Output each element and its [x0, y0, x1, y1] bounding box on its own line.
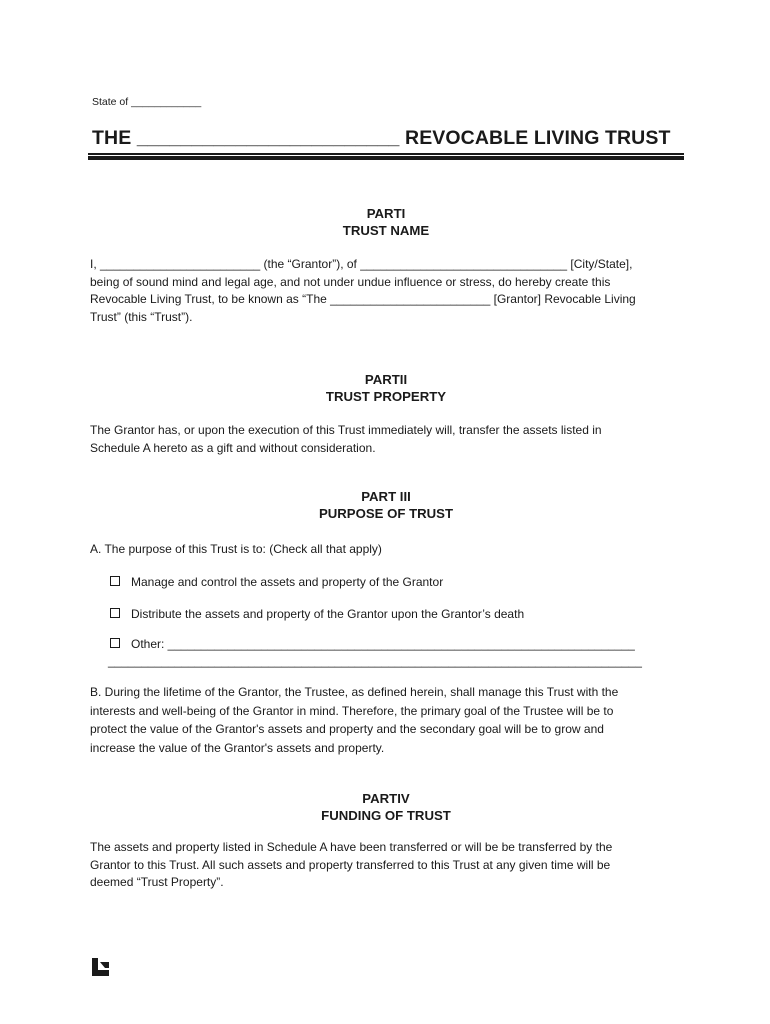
paragraph-line: being of sound mind and legal age, and not under undue influence or stress, do hereby create this	[90, 274, 611, 289]
part2-heading	[88, 371, 684, 405]
paragraph-line: Trust” (this “Trust”).	[90, 309, 193, 324]
checkbox-icon[interactable]	[110, 608, 120, 618]
paragraph-line: Revocable Living Trust, to be known as “The ________________________ [Grantor] Revocable Living	[90, 292, 636, 306]
paragraph-line: The Grantor has, or upon the execution of this Trust immediately will, transfer the assets listed in	[90, 423, 602, 437]
purpose-option-manage[interactable]	[110, 574, 443, 591]
part1-paragraph	[90, 256, 670, 326]
purpose-option-other[interactable]	[110, 636, 635, 653]
checkbox-icon[interactable]	[110, 638, 120, 648]
paragraph-line: interests and well-being of the Grantor in mind. Therefore, the primary goal of the Trustee will be to	[90, 703, 614, 718]
part3-number: PART III	[361, 489, 411, 504]
paragraph-line: B. During the lifetime of the Grantor, the Trustee, as defined herein, shall manage this Trust with the	[90, 685, 619, 699]
part2-paragraph	[90, 422, 670, 457]
purpose-intro-text: A. The purpose of this Trust is to: (Check all that apply)	[90, 542, 382, 556]
purpose-option-label: Other: ______________________________________________________________________	[131, 637, 635, 651]
other-continuation-line: ________________________________________________________________________________	[108, 654, 642, 668]
purpose-option-label: Manage and control the assets and property of the Grantor	[131, 575, 444, 589]
title-divider-thin	[88, 153, 684, 155]
paragraph-line: Grantor to this Trust. All such assets and property transferred to this Trust at any given time will be	[90, 857, 611, 872]
title-divider-thick	[88, 156, 684, 160]
part2-number: PARTII	[364, 372, 408, 387]
document-logo-icon	[92, 958, 109, 976]
part4-title: FUNDING OF TRUST	[321, 808, 451, 823]
part4-number: PARTIV	[362, 791, 410, 806]
purpose-intro	[90, 541, 670, 559]
purpose-paragraph-b	[90, 683, 670, 757]
purpose-option-distribute[interactable]	[110, 606, 524, 623]
part3-title: PURPOSE OF TRUST	[318, 506, 454, 521]
part3-heading	[88, 488, 684, 522]
paragraph-line: I, ________________________ (the “Grantor”), of _______________________________ [City/State],	[90, 257, 633, 271]
purpose-option-label: Distribute the assets and property of the Grantor upon the Grantor’s death	[131, 607, 525, 621]
part1-number: PARTI	[366, 206, 406, 221]
paragraph-line: protect the value of the Grantor's assets and property and the secondary goal will be to grow and	[90, 722, 604, 736]
part4-heading	[88, 790, 684, 824]
paragraph-line: increase the value of the Grantor's assets and property.	[90, 740, 385, 755]
paragraph-line: Schedule A hereto as a gift and without consideration.	[90, 440, 376, 455]
part1-title: TRUST NAME	[342, 223, 430, 238]
document-title: THE ________________________ REVOCABLE LIVING TRUST	[92, 127, 671, 149]
state-line: State of ____________	[92, 96, 202, 108]
paragraph-line: deemed “Trust Property”.	[90, 875, 224, 889]
checkbox-icon[interactable]	[110, 576, 120, 586]
paragraph-line: The assets and property listed in Schedule A have been transferred or will be be transferred by the	[90, 840, 613, 854]
part1-heading	[88, 205, 684, 239]
part4-paragraph	[90, 839, 670, 892]
part2-title: TRUST PROPERTY	[325, 389, 447, 404]
